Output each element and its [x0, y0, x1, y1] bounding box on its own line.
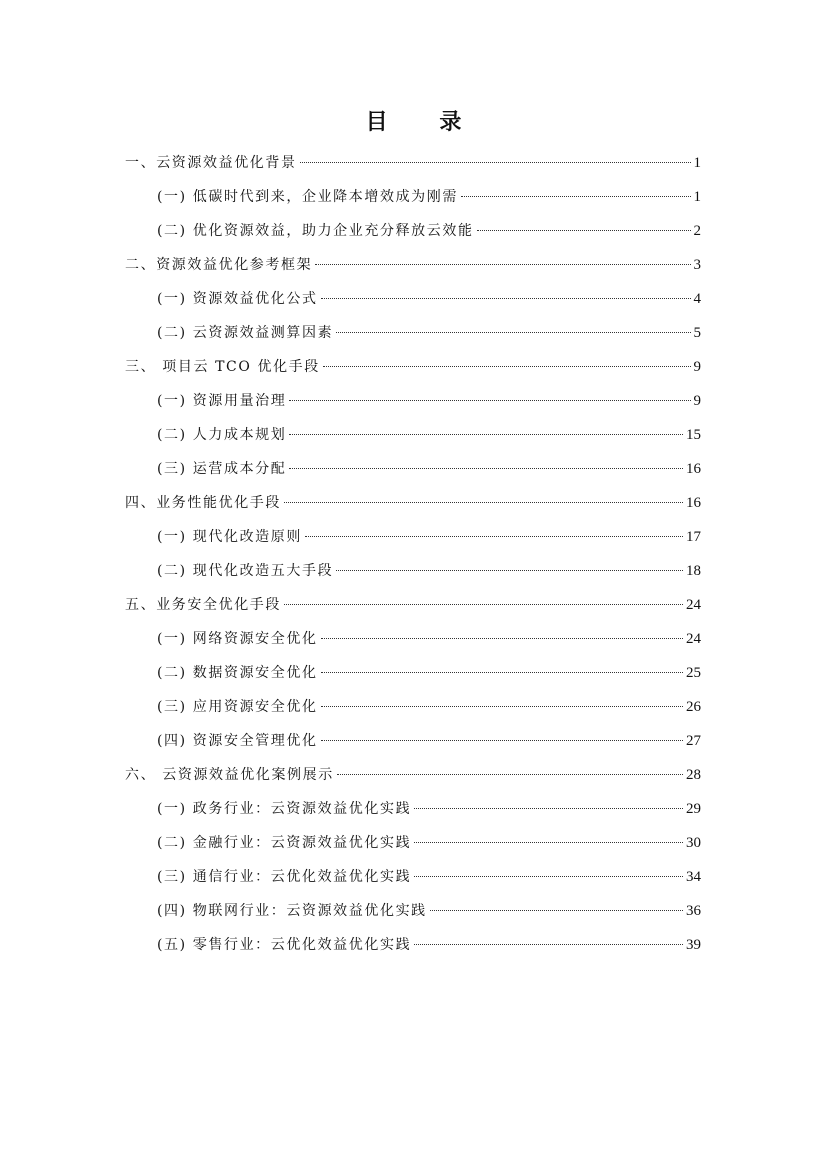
- toc-entry[interactable]: [125, 186, 701, 220]
- toc-entry-label: (一) 政务行业：云资源效益优化实践: [157, 801, 412, 817]
- toc-entry[interactable]: [125, 900, 701, 934]
- toc-entry-label: 二、资源效益优化参考框架: [125, 257, 313, 273]
- toc-entry-label: (二) 金融行业：云资源效益优化实践: [157, 835, 412, 851]
- toc-dot-leader: [321, 740, 683, 741]
- toc-title: 目 录: [365, 110, 484, 135]
- toc-entry-page: 24: [686, 597, 701, 613]
- toc-entry[interactable]: [125, 288, 701, 322]
- toc-dot-leader: [337, 774, 683, 775]
- toc-entry-label: (四) 资源安全管理优化: [157, 733, 318, 749]
- toc-dot-leader: [414, 842, 683, 843]
- toc-entry-label: 六、 云资源效益优化案例展示: [125, 767, 334, 783]
- toc-dot-leader: [321, 638, 683, 639]
- toc-dot-leader: [289, 400, 690, 401]
- toc-entry-label: (五) 零售行业：云优化效益优化实践: [157, 937, 412, 953]
- toc-entry-page: 2: [693, 223, 701, 239]
- toc-entry-label: (二) 云资源效益测算因素: [157, 325, 334, 341]
- toc-entry[interactable]: [125, 526, 701, 560]
- toc-entry-label: (一) 低碳时代到来，企业降本增效成为刚需: [157, 189, 458, 205]
- toc-dot-leader: [430, 910, 683, 911]
- toc-entry-label: (一) 资源用量治理: [157, 393, 287, 409]
- toc-entry[interactable]: [125, 424, 701, 458]
- toc-entry-label: (一) 网络资源安全优化: [157, 631, 318, 647]
- toc-entry[interactable]: [125, 628, 701, 662]
- toc-dot-leader: [321, 672, 683, 673]
- toc-entry-page: 17: [686, 529, 701, 545]
- toc-entry-page: 3: [693, 257, 701, 273]
- toc-entry-page: 26: [686, 699, 701, 715]
- toc-dot-leader: [289, 468, 683, 469]
- toc-entry-label: (四) 物联网行业：云资源效益优化实践: [157, 903, 427, 919]
- toc-entry[interactable]: [125, 390, 701, 424]
- toc-dot-leader: [300, 162, 691, 163]
- toc-entry-label: (三) 应用资源安全优化: [157, 699, 318, 715]
- toc-dot-leader: [284, 604, 683, 605]
- toc-entry-page: 9: [693, 393, 701, 409]
- toc-entry-page: 1: [693, 189, 701, 205]
- toc-entry-page: 27: [686, 733, 701, 749]
- toc-dot-leader: [305, 536, 683, 537]
- toc-entry[interactable]: [125, 730, 701, 764]
- toc-entry[interactable]: [125, 934, 701, 968]
- toc-entry-label: (一) 资源效益优化公式: [157, 291, 318, 307]
- toc-entry-page: 29: [686, 801, 701, 817]
- toc-entry-label: (二) 优化资源效益，助力企业充分释放云效能: [157, 223, 474, 239]
- toc-entry[interactable]: [125, 798, 701, 832]
- toc-entry-page: 24: [686, 631, 701, 647]
- toc-dot-leader: [289, 434, 683, 435]
- toc-entry[interactable]: [125, 458, 701, 492]
- toc-dot-leader: [414, 876, 683, 877]
- toc-entry-page: 4: [693, 291, 701, 307]
- toc-list: [125, 152, 701, 968]
- toc-entry[interactable]: [125, 696, 701, 730]
- toc-dot-leader: [336, 570, 683, 571]
- toc-entry-page: 9: [693, 359, 701, 375]
- toc-entry[interactable]: [125, 764, 701, 798]
- toc-entry-label: (三) 通信行业：云优化效益优化实践: [157, 869, 412, 885]
- toc-entry-page: 16: [686, 495, 701, 511]
- toc-entry-page: 15: [686, 427, 701, 443]
- toc-entry-label: 五、业务安全优化手段: [125, 597, 281, 613]
- toc-entry-label: 三、 项目云 TCO 优化手段: [125, 359, 320, 375]
- toc-entry-page: 28: [686, 767, 701, 783]
- toc-entry-page: 39: [686, 937, 701, 953]
- toc-entry-label: 四、业务性能优化手段: [125, 495, 281, 511]
- toc-entry-label: (二) 现代化改造五大手段: [157, 563, 334, 579]
- toc-dot-leader: [477, 230, 691, 231]
- toc-entry[interactable]: [125, 322, 701, 356]
- toc-entry-page: 34: [686, 869, 701, 885]
- toc-entry-label: (二) 数据资源安全优化: [157, 665, 318, 681]
- toc-entry[interactable]: [125, 152, 701, 186]
- toc-entry-label: 一、云资源效益优化背景: [125, 155, 297, 171]
- toc-entry-page: 18: [686, 563, 701, 579]
- toc-entry[interactable]: [125, 832, 701, 866]
- toc-entry[interactable]: [125, 492, 701, 526]
- toc-entry[interactable]: [125, 356, 701, 390]
- toc-entry-page: 25: [686, 665, 701, 681]
- toc-dot-leader: [323, 366, 691, 367]
- toc-entry-label: (三) 运营成本分配: [157, 461, 287, 477]
- toc-dot-leader: [321, 298, 691, 299]
- toc-entry-page: 30: [686, 835, 701, 851]
- toc-entry[interactable]: [125, 560, 701, 594]
- toc-entry-page: 5: [693, 325, 701, 341]
- toc-dot-leader: [321, 706, 683, 707]
- toc-entry[interactable]: [125, 220, 701, 254]
- toc-entry[interactable]: [125, 662, 701, 696]
- toc-entry-page: 1: [693, 155, 701, 171]
- toc-dot-leader: [461, 196, 691, 197]
- toc-dot-leader: [414, 808, 683, 809]
- toc-entry[interactable]: [125, 594, 701, 628]
- toc-dot-leader: [284, 502, 683, 503]
- toc-entry[interactable]: [125, 866, 701, 900]
- toc-entry-label: (一) 现代化改造原则: [157, 529, 302, 545]
- toc-entry[interactable]: [125, 254, 701, 288]
- toc-entry-label: (二) 人力成本规划: [157, 427, 287, 443]
- toc-dot-leader: [414, 944, 683, 945]
- toc-dot-leader: [315, 264, 690, 265]
- toc-entry-page: 16: [686, 461, 701, 477]
- toc-entry-page: 36: [686, 903, 701, 919]
- toc-dot-leader: [336, 332, 690, 333]
